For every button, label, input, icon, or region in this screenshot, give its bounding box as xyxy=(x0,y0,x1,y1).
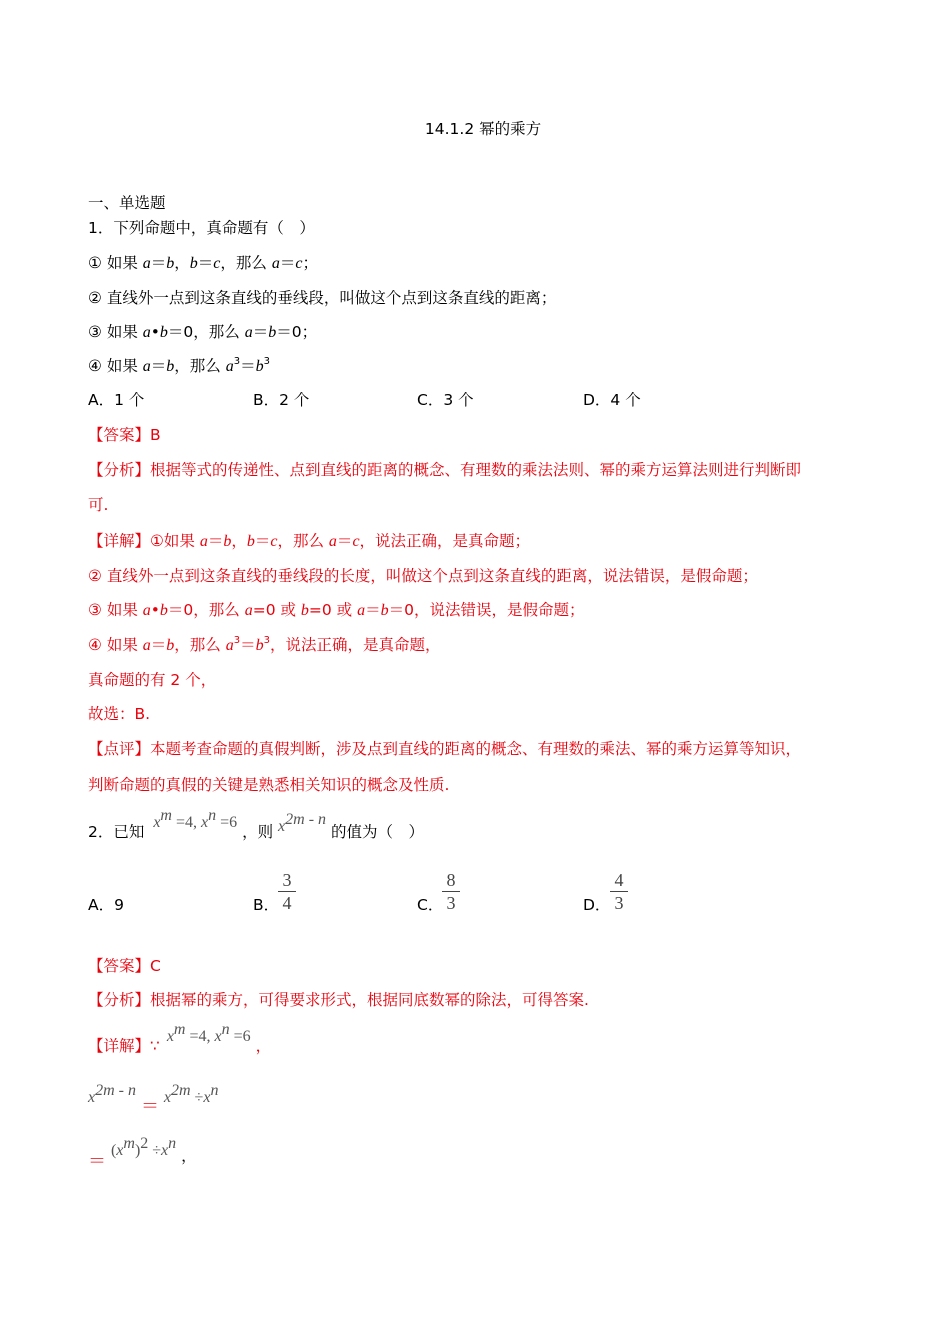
q2-analysis: 【分析】根据幂的乘方，可得要求形式，根据同底数幂的除法，可得答案. xyxy=(88,991,589,1009)
section-heading: 一、单选题 xyxy=(88,194,166,212)
q1-review-line-2: 判断命题的真假的关键是熟悉相关知识的概念及性质. xyxy=(88,776,450,794)
q1-detail-line-4: ④ 如果 a＝b，那么 $a^3=b^3$，说法正确，是真命题， xyxy=(88,635,441,654)
q1-option-b: B．2 个 xyxy=(253,391,310,409)
q2-detail-line-1: 【详解】∵ $x^m =4$, $x^n =6$ ， xyxy=(88,1021,272,1055)
q2-option-c: C． xyxy=(417,896,444,914)
q1-detail-line-6: 故选：B. xyxy=(88,705,151,723)
q2-given-formula: $x^m =4$, $x^n =6$ xyxy=(153,807,238,831)
q2-answer: 【答案】C xyxy=(88,957,161,975)
q1-review-line-1: 【点评】本题考查命题的真假判断，涉及点到直线的距离的概念、有理数的乘法、幂的乘方运算等知识， xyxy=(88,740,802,758)
q1-option-c: C．3 个 xyxy=(417,391,474,409)
page-title: 14.1.2 幂的乘方 xyxy=(424,120,542,138)
q2-option-d-fraction: 4 3 xyxy=(610,870,628,913)
q2-target-expression: $x^{2m - n}$ xyxy=(278,811,327,835)
q1-statement-3: ③ 如果 a•b＝0，那么 a＝b＝0； xyxy=(88,323,318,341)
q1-analysis-line-2: 可. xyxy=(88,496,109,514)
q1-statement-2: ② 直线外一点到这条直线的垂线段，叫做这个点到这条直线的距离； xyxy=(88,289,557,307)
q2-option-d: D． xyxy=(583,896,611,914)
q2-option-c-fraction: 8 3 xyxy=(442,870,460,913)
q2-option-b-fraction: 3 4 xyxy=(278,870,296,913)
q2-detail-formula: $x^m =4$, $x^n =6$ xyxy=(166,1021,251,1045)
q1-detail-line-2: ② 直线外一点到这条直线的垂线段的长度，叫做这个点到这条直线的距离，说法错误，是假命题； xyxy=(88,567,758,585)
q1-option-d: D．4 个 xyxy=(583,391,641,409)
q1-option-a: A．1 个 xyxy=(88,391,145,409)
q1-statement-1: ① 如果 a＝b，b＝c，那么 a＝c； xyxy=(88,254,318,272)
q2-option-b: B． xyxy=(253,896,280,914)
q1-statement-4: ④ 如果 a＝b，那么 $a^3=b^3$ xyxy=(88,356,270,375)
q1-analysis-line-1: 【分析】根据等式的传递性、点到直线的距离的概念、有理数的乘法法则、幂的乘方运算法则进行判断即 xyxy=(88,461,802,479)
q2-option-a: A．9 xyxy=(88,896,124,914)
q2-stem: 2．已知 $x^m =4$, $x^n =6$ ，则 $x^{2m - n}$ 的值为（ ） xyxy=(88,807,424,841)
q1-answer: 【答案】B xyxy=(88,426,161,444)
q1-detail-line-3: ③ 如果 a•b＝0，那么 a=0 或 b=0 或 a＝b＝0，说法错误，是假命题； xyxy=(88,601,585,619)
q1-detail-line-5: 真命题的有 2 个， xyxy=(88,671,217,689)
q1-stem: 1．下列命题中，真命题有（ ） xyxy=(88,219,315,237)
q1-detail-line-1: 【详解】①如果 a＝b，b＝c，那么 a＝c，说法正确，是真命题； xyxy=(88,532,531,550)
q2-derivation-step-2: ＝ $(x^m)^2 \div x^n$ ， xyxy=(88,1135,197,1172)
q2-derivation-step-1: $x^{2m - n} = x^{2m} \div x^n$ xyxy=(88,1082,219,1117)
